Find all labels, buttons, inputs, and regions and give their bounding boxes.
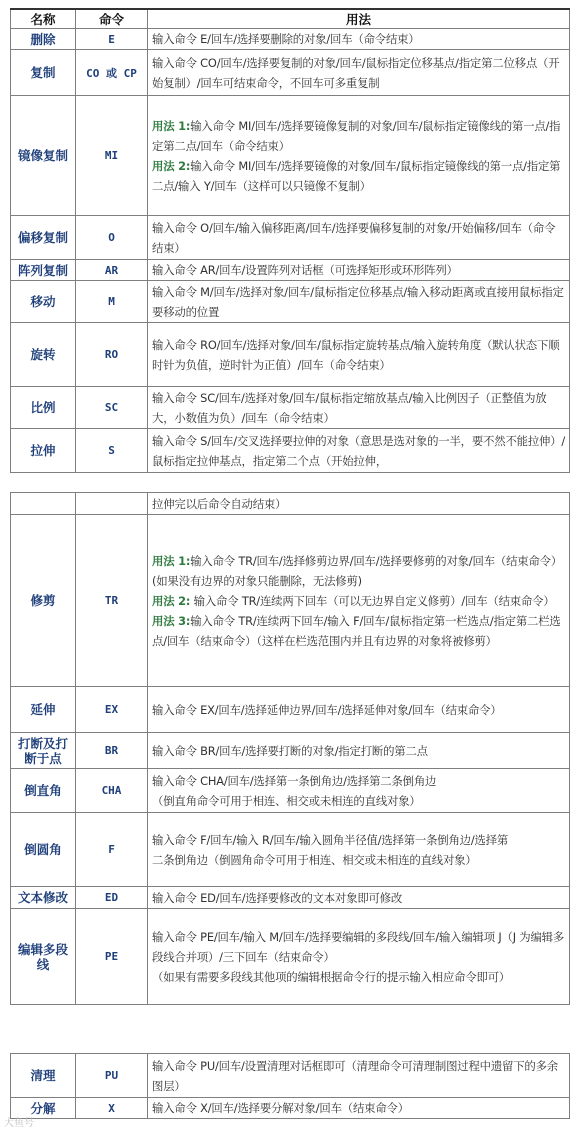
command-shortcut: ED [76, 887, 148, 909]
command-shortcut: CO 或 CP [76, 50, 148, 96]
usage-method-label: 用法 1: [152, 118, 191, 133]
usage-method-text: 输入命令 MI/回车/选择要镜像的对象/回车/鼠标指定镜像线的第一点/指定第二点/输入 Y/回车（这样可以只镜像不复制） [152, 158, 561, 193]
table-row [11, 813, 570, 887]
table-row [11, 50, 570, 96]
table-row [11, 323, 570, 387]
command-name: 修剪 [11, 515, 76, 687]
usage-text: 输入命令 PE/回车/输入 M/回车/选择要编辑的多段线/回车/输入编辑项 J（J 为编辑多段线合并项）/三下回车（结束命令） [152, 929, 565, 964]
command-shortcut: SC [76, 387, 148, 429]
command-shortcut: PE [76, 909, 148, 1005]
usage-text: 输入命令 RO/回车/选择对象/回车/鼠标指定旋转基点/输入旋转角度（默认状态下顺时针为负值，逆时针为正值）/回车（命令结束） [152, 337, 560, 372]
command-name: 文本修改 [11, 887, 76, 909]
table-row [11, 733, 570, 769]
usage-method-text: 输入命令 TR/回车/选择修剪边界/回车/选择要修剪的对象/回车（结束命令）(如果没有边界的对象只能删除，无法修剪) [152, 553, 563, 588]
header-row [11, 9, 570, 29]
command-name: 延伸 [11, 687, 76, 733]
table-row [11, 429, 570, 473]
command-usage [148, 1098, 570, 1119]
table-row [11, 387, 570, 429]
command-usage [148, 96, 570, 216]
command-shortcut: EX [76, 687, 148, 733]
usage-text: 二条倒角边（倒圆角命令可用于相连、相交或未相连的直线对象） [152, 852, 477, 867]
usage-text: 输入命令 AR/回车/设置阵列对话框（可选择矩形或环形阵列） [152, 263, 458, 277]
header-usage: 用法 [148, 9, 570, 29]
usage-text: 输入命令 PU/回车/设置清理对话框即可（清理命令可清理制图过程中遗留下的多余图层） [152, 1058, 558, 1093]
table-row [11, 909, 570, 1005]
usage-text: 输入命令 E/回车/选择要删除的对象/回车（命令结束） [152, 32, 420, 46]
command-name: 镜像复制 [11, 96, 76, 216]
usage-text: 输入命令 X/回车/选择要分解对象/回车（结束命令） [152, 1101, 409, 1115]
watermark: 大鱼号 [4, 1118, 34, 1129]
command-name: 倒直角 [11, 769, 76, 813]
command-usage [148, 493, 570, 515]
command-table-part-3 [10, 1053, 570, 1119]
command-usage [148, 429, 570, 473]
table-row [11, 887, 570, 909]
usage-text: 输入命令 SC/回车/选择对象/回车/鼠标指定缩放基点/输入比例因子（正整值为放大，小数值为负）/回车（命令结束） [152, 390, 547, 425]
usage-method [152, 591, 566, 611]
table-row [11, 260, 570, 281]
usage-text: 拉伸完以后命令自动结束） [152, 496, 287, 511]
table-row [11, 687, 570, 733]
usage-text: （倒直角命令可用于相连、相交或未相连的直线对象） [152, 793, 421, 808]
usage-method-text: 输入命令 TR/连续两下回车（可以无边界自定义修剪）/回车（结束命令） [190, 593, 555, 608]
usage-text: 输入命令 BR/回车/选择要打断的对象/指定打断的第二点 [152, 743, 428, 758]
usage-method [152, 551, 566, 591]
command-usage [148, 687, 570, 733]
command-shortcut: M [76, 281, 148, 323]
usage-text: 输入命令 S/回车/交叉选择要拉伸的对象（意思是选对象的一半，要不然不能拉伸）/鼠标指定拉伸基点，指定第二个点（开始拉伸， [152, 433, 566, 468]
command-table-part-1 [10, 8, 570, 473]
table-row [11, 769, 570, 813]
header-name: 名称 [11, 9, 76, 29]
command-shortcut: BR [76, 733, 148, 769]
usage-text: 输入命令 F/回车/输入 R/回车/输入圆角半径值/选择第一条倒角边/选择第 [152, 832, 509, 847]
usage-method [152, 156, 566, 196]
command-usage [148, 50, 570, 96]
usage-text: 输入命令 CO/回车/选择要复制的对象/回车/鼠标指定位移基点/指定第二位移点（开始复制）/回车可结束命令，不回车可多重复制 [152, 55, 560, 90]
command-name: 编辑多段线 [11, 909, 76, 1005]
command-name: 倒圆角 [11, 813, 76, 887]
command-name: 旋转 [11, 323, 76, 387]
command-shortcut: CHA [76, 769, 148, 813]
table-row [11, 96, 570, 216]
command-name: 偏移复制 [11, 216, 76, 260]
usage-method-label: 用法 2: [152, 158, 191, 173]
command-name: 删除 [11, 29, 76, 50]
command-usage [148, 1054, 570, 1098]
command-usage [148, 216, 570, 260]
command-name: 清理 [11, 1054, 76, 1098]
command-usage [148, 813, 570, 887]
command-usage [148, 29, 570, 50]
table-row [11, 216, 570, 260]
table-row [11, 1098, 570, 1119]
command-shortcut: F [76, 813, 148, 887]
usage-method-label: 用法 3: [152, 613, 191, 628]
command-usage [148, 515, 570, 687]
header-cmd: 命令 [76, 9, 148, 29]
command-shortcut: PU [76, 1054, 148, 1098]
command-name: 复制 [11, 50, 76, 96]
command-name: 阵列复制 [11, 260, 76, 281]
usage-text: 输入命令 CHA/回车/选择第一条倒角边/选择第二条倒角边 [152, 773, 437, 788]
usage-text: （如果有需要多段线其他项的编辑根据命令行的提示输入相应命令即可） [152, 969, 511, 984]
command-usage [148, 909, 570, 1005]
usage-text: 输入命令 EX/回车/选择延伸边界/回车/选择延伸对象/回车（结束命令） [152, 702, 502, 717]
command-name: 比例 [11, 387, 76, 429]
command-shortcut: TR [76, 515, 148, 687]
command-usage [148, 733, 570, 769]
table-row [11, 1054, 570, 1098]
usage-text: 输入命令 O/回车/输入偏移距离/回车/选择要偏移复制的对象/开始偏移/回车（命令结束） [152, 220, 556, 255]
usage-method-text: 输入命令 MI/回车/选择要镜像复制的对象/回车/鼠标指定镜像线的第一点/指定第二点/回车（命令结束） [152, 118, 561, 153]
command-shortcut: AR [76, 260, 148, 281]
table-row [11, 281, 570, 323]
command-shortcut: RO [76, 323, 148, 387]
command-usage [148, 887, 570, 909]
command-table-part-2 [10, 492, 570, 1005]
command-shortcut [76, 493, 148, 515]
command-usage [148, 260, 570, 281]
command-name: 打断及打断于点 [11, 733, 76, 769]
command-usage [148, 387, 570, 429]
table-row [11, 29, 570, 50]
usage-method-label: 用法 1: [152, 553, 191, 568]
command-shortcut: O [76, 216, 148, 260]
command-shortcut: MI [76, 96, 148, 216]
usage-text: 输入命令 ED/回车/选择要修改的文本对象即可修改 [152, 890, 403, 905]
usage-text: 输入命令 M/回车/选择对象/回车/鼠标指定位移基点/输入移动距离或直接用鼠标指定要移动的位置 [152, 284, 564, 319]
command-usage [148, 769, 570, 813]
usage-method [152, 116, 566, 156]
table-row [11, 493, 570, 515]
table-row [11, 515, 570, 687]
usage-method-label: 用法 2: [152, 593, 191, 608]
command-shortcut: S [76, 429, 148, 473]
command-usage [148, 323, 570, 387]
command-shortcut: E [76, 29, 148, 50]
usage-method [152, 611, 566, 651]
command-name: 拉伸 [11, 429, 76, 473]
command-name: 移动 [11, 281, 76, 323]
command-usage [148, 281, 570, 323]
command-shortcut: X [76, 1098, 148, 1119]
usage-method-text: 输入命令 TR/连续两下回车/输入 F/回车/鼠标指定第一栏选点/指定第二栏选点/回车（结束命令）（这样在栏选范围内并且有边界的对象将被修剪） [152, 613, 561, 648]
command-name [11, 493, 76, 515]
command-name: 分解 [11, 1098, 76, 1119]
